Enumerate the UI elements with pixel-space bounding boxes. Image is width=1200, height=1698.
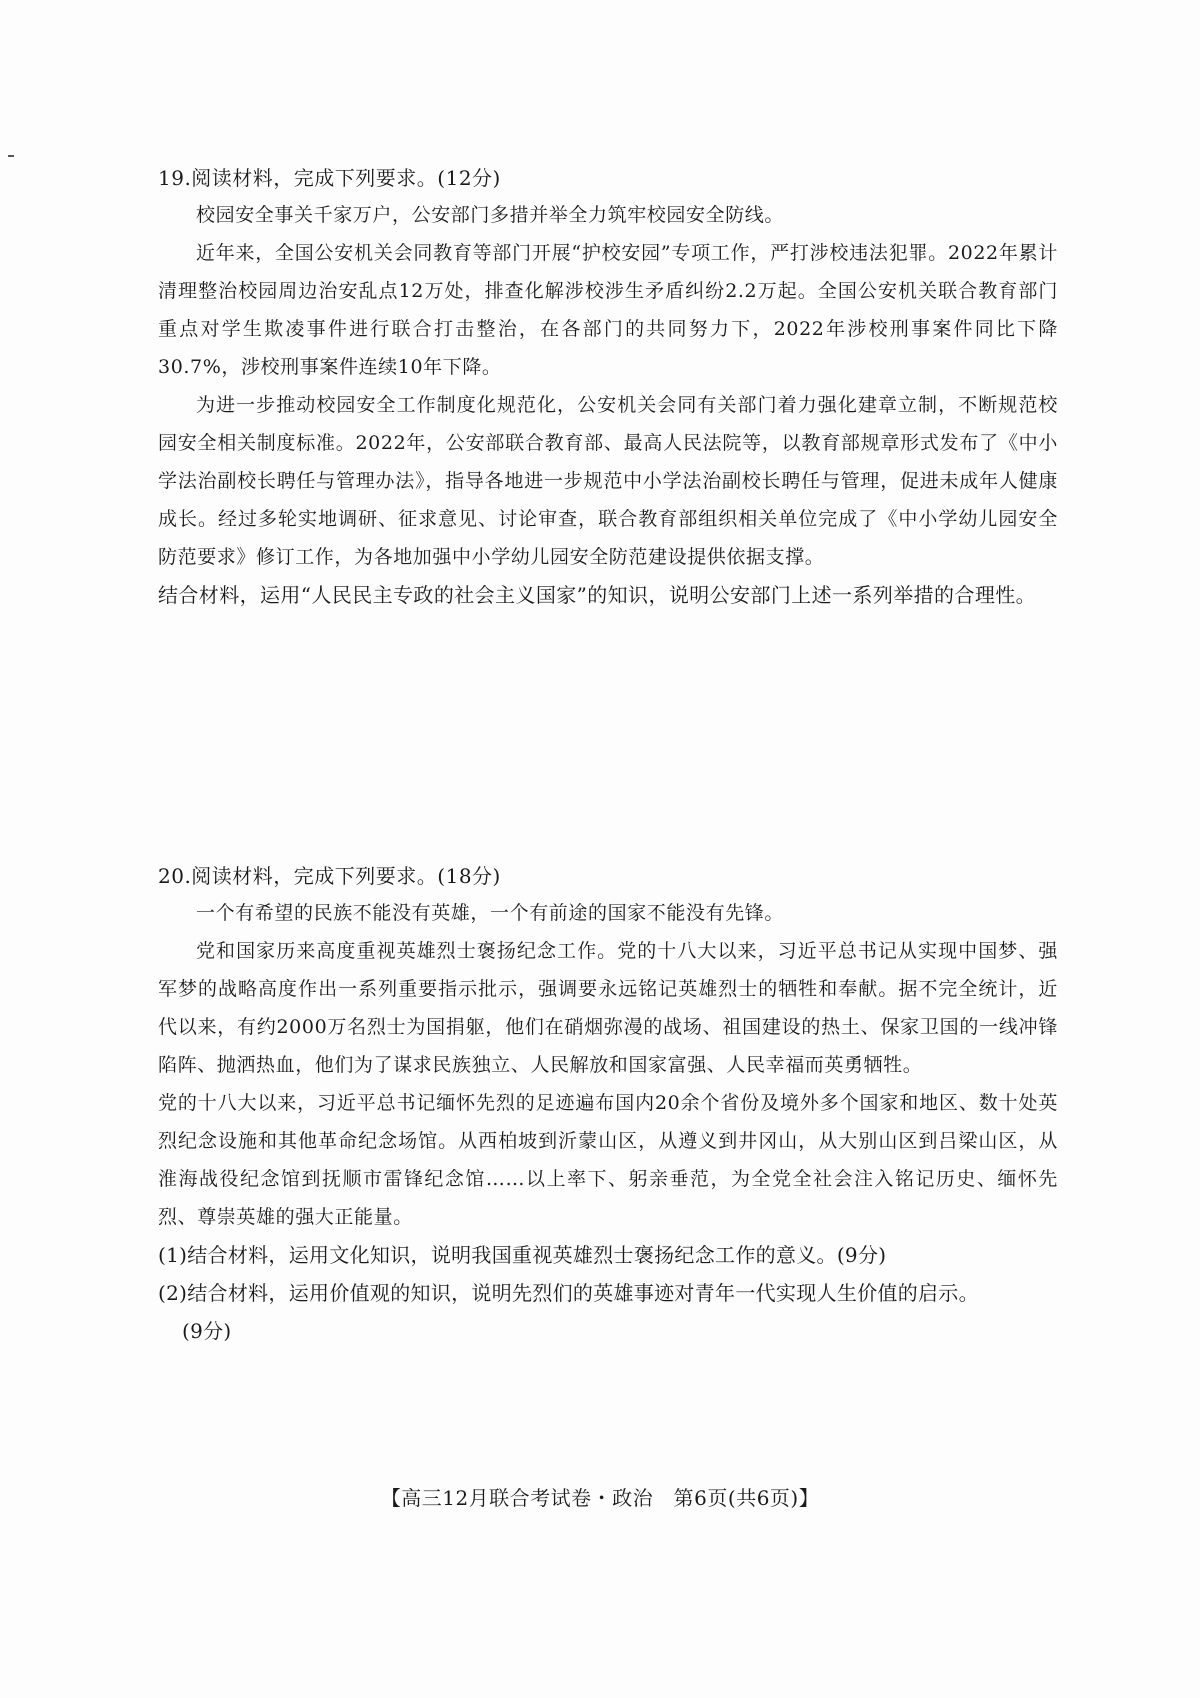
question-20-task-2: (2)结合材料，运用价值观的知识，说明先烈们的英雄事迹对青年一代实现人生价值的启示。 bbox=[158, 1281, 979, 1305]
question-19-paragraph-2: 为进一步推动校园安全工作制度化规范化，公安机关会同有关部门着力强化建章立制，不断规范校园安全相关制度标准。2022年，公安部联合教育部、最高人民法院等，以教育部规章形式发布了《中小学法治副校长聘任与管理办法》，指导各地进一步规范中小学法治副校长聘任与管理，促进未成年人健康成长。经过多轮实地调研、征求意见、讨论审查，联合教育部组织相关单位完成了《中小学幼儿园安全防范要求》修订工作，为各地加强中小学幼儿园安全防范建设提供依据支撑。 bbox=[158, 394, 1058, 568]
question-20-heading: 20.阅读材料，完成下列要求。(18分) bbox=[158, 864, 501, 888]
question-20-task-1: (1)结合材料，运用文化知识，说明我国重视英雄烈士褒扬纪念工作的意义。(9分) bbox=[158, 1243, 887, 1267]
question-19 bbox=[158, 160, 1058, 614]
question-20-paragraph-2: 党的十八大以来，习近平总书记缅怀先烈的足迹遍布国内20余个省份及境外多个国家和地区、数十处英烈纪念设施和其他革命纪念场馆。从西柏坡到沂蒙山区，从遵义到井冈山，从大别山区到吕梁山区，从淮海战役纪念馆到抚顺市雷锋纪念馆……以上率下、躬亲垂范，为全党全社会注入铭记历史、缅怀先烈、尊崇英雄的强大正能量。 bbox=[158, 1092, 1058, 1228]
question-19-paragraph-1: 近年来，全国公安机关会同教育等部门开展“护校安园”专项工作，严打涉校违法犯罪。2022年累计清理整治校园周边治安乱点12万处，排查化解涉校涉生矛盾纠纷2.2万起。全国公安机关联合教育部门重点对学生欺凌事件进行联合打击整治，在各部门的共同努力下，2022年涉校刑事案件同比下降30.7%，涉校刑事案件连续10年下降。 bbox=[158, 242, 1058, 378]
question-19-lead: 校园安全事关千家万户，公安部门多措并举全力筑牢校园安全防线。 bbox=[196, 204, 785, 226]
question-20-paragraph-1: 党和国家历来高度重视英雄烈士褒扬纪念工作。党的十八大以来，习近平总书记从实现中国梦、强军梦的战略高度作出一系列重要指示批示，强调要永远铭记英雄烈士的牺牲和奉献。据不完全统计，近代以来，有约2000万名烈士为国捐躯，他们在硝烟弥漫的战场、祖国建设的热土、保家卫国的一线冲锋陷阵、抛洒热血，他们为了谋求民族独立、人民解放和国家富强、人民幸福而英勇牺牲。 bbox=[158, 940, 1058, 1076]
scan-mark bbox=[8, 155, 14, 157]
question-20-lead: 一个有希望的民族不能没有英雄，一个有前途的国家不能没有先锋。 bbox=[196, 902, 785, 924]
question-20-task-2-score: (9分) bbox=[182, 1319, 232, 1343]
question-19-heading: 19.阅读材料，完成下列要求。(12分) bbox=[158, 166, 501, 190]
question-19-task: 结合材料，运用“人民民主专政的社会主义国家”的知识，说明公安部门上述一系列举措的合理性。 bbox=[158, 583, 1037, 607]
question-20 bbox=[158, 858, 1058, 1350]
page-footer: 【高三12月联合考试卷・政治 第6页(共6页)】 bbox=[380, 1486, 820, 1510]
